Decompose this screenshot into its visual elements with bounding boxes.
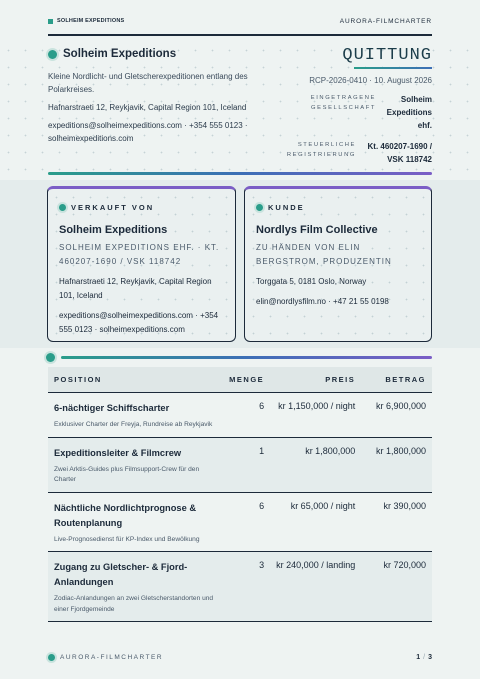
item-description: Zodiac-Anlandungen an zwei Gletscherstandorten und einer Fjordgemeinde [54,595,214,613]
header-price: PREIS [270,367,361,393]
page-indicator: 1 / 3 [416,654,432,661]
page-total: 3 [428,654,432,661]
table-row [48,492,432,552]
item-amount: kr 6,900,000 [361,393,432,438]
item-cell [48,552,223,622]
document-meta [282,46,432,166]
seller-name: Solheim Expeditions [59,224,168,236]
document-title: QUITTUNG [342,46,432,65]
registration-value: Solheim Expeditions ehf. [386,95,432,130]
section-divider [46,351,432,363]
tax-row [282,140,432,166]
item-title: 6-nächtiger Schiffscharter [54,403,170,413]
seller-legal: SOLHEIM EXPEDITIONS EHF. · KT. 460207-1690 / VSK 118742 [59,243,220,266]
title-underline [354,67,432,69]
customer-label-row [256,203,420,212]
seller-label: VERKAUFT VON [71,203,155,212]
tax-label: STEUERLICHE REGISTRIERUNG [286,142,356,158]
item-quantity: 3 [223,552,270,622]
company-contact: expeditions@solheimexpeditions.com · +354 555 0123 · solheimexpeditions.com [48,121,248,143]
company-dot-icon [48,50,57,59]
divider-line [61,356,432,359]
top-bar [48,14,432,36]
item-cell [48,492,223,552]
item-quantity: 6 [223,393,270,438]
seller-contact: expeditions@solheimexpeditions.com · +354 555 0123 · solheimexpeditions.com [59,311,219,334]
page-current: 1 [416,654,421,661]
table-header-row [48,367,432,393]
item-price: kr 240,000 / landing [270,552,361,622]
item-description: Exklusiver Charter der Freyja, Rundreise ab Reykjavik [54,421,213,428]
company-tagline: Kleine Nordlicht- und Gletscherexpeditionen entlang des Polarkreises. [48,72,248,94]
customer-dot-icon [256,204,263,211]
item-amount: kr 1,800,000 [361,437,432,492]
customer-contact: elin@nordlysfilm.no · +47 21 55 0198 [256,297,389,306]
registration-label: EINGETRAGENE GESELLSCHAFT [310,95,376,111]
seller-dot-icon [59,204,66,211]
brand-square-icon [48,19,53,24]
customer-address: Torggata 5, 0181 Oslo, Norway [256,277,367,286]
company-address: Hafnarstraeti 12, Reykjavik, Capital Region 101, Iceland [48,103,247,112]
company-name-row [48,48,278,60]
company-name: Solheim Expeditions [63,48,177,60]
item-description: Live-Prognosedienst für KP-Index und Bewölkung [54,535,200,543]
document-reference: RCP-2026-0410 · 10. August 2026 [309,76,432,85]
header-position: POSITION [48,367,223,393]
item-price: kr 65,000 / night [270,492,361,552]
divider-dot-icon [46,353,55,362]
customer-label: KUNDE [268,203,305,212]
seller-card [47,186,236,342]
header [0,42,480,180]
item-quantity: 1 [223,437,270,492]
table-row [48,552,432,622]
table-row [48,393,432,438]
seller-address: Hafnarstraeti 12, Reykjavik, Capital Region 101, Iceland [59,277,212,300]
footer-dot-icon [48,654,55,661]
footer [48,654,432,661]
item-title: Zugang zu Gletscher- & Fjord-Anlandungen [54,562,188,587]
item-quantity: 6 [223,492,270,552]
item-price: kr 1,150,000 / night [270,393,361,438]
customer-name: Nordlys Film Collective [256,224,378,236]
item-amount: kr 720,000 [361,552,432,622]
item-cell [48,393,223,438]
item-cell [48,437,223,492]
table-row [48,437,432,492]
registration-row [282,93,432,132]
footer-series [48,654,163,661]
company-block [48,48,278,145]
footer-series-label: AURORA-FILMCHARTER [60,654,164,661]
line-items-table [48,367,432,622]
brand-name: SOLHEIM EXPEDITIONS [57,18,125,24]
item-description: Zwei Arktis-Guides plus Filmsupport-Crew für den Charter [54,465,200,483]
customer-card [244,186,432,342]
header-amount: BETRAG [361,367,432,393]
header-divider [48,172,432,175]
tax-value: Kt. 460207-1690 / VSK 118742 [367,142,432,164]
party-section [0,180,480,348]
document-series: AURORA-FILMCHARTER [339,17,432,25]
customer-attention: ZU HÄNDEN VON ELIN BERGSTROM, PRODUZENTIN [256,243,392,266]
item-amount: kr 390,000 [361,492,432,552]
item-price: kr 1,800,000 [270,437,361,492]
item-title: Expeditionsleiter & Filmcrew [54,447,182,458]
brand [48,18,124,24]
header-quantity: MENGE [223,367,270,393]
item-title: Nächtliche Nordlichtprognose & Routenplanung [54,502,197,528]
seller-label-row [59,203,224,212]
